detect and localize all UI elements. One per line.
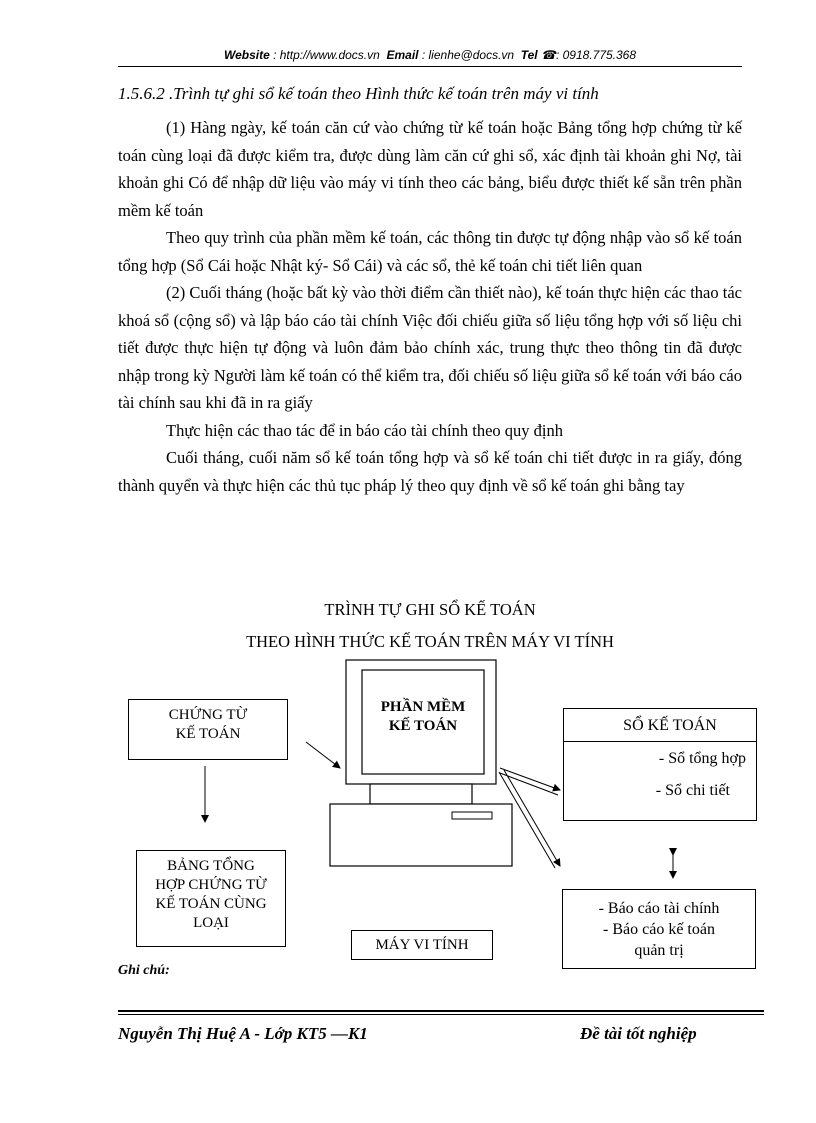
bao-cao-box (562, 889, 756, 969)
diagram-title-line2: THEO HÌNH THỨC KẾ TOÁN TRÊN MÁY VI TÍNH (246, 632, 614, 651)
paragraph: Thực hiện các thao tác để in báo cáo tài chính theo quy định (166, 420, 564, 440)
website-value: : http://www.docs.vn (273, 48, 380, 62)
phan-mem-label (362, 698, 484, 736)
bao-cao-line: - Báo cáo kế toán (603, 921, 715, 938)
so-ke-toan-title: SỔ KẾ TOÁN (564, 709, 756, 742)
paragraph: (1) Hàng ngày, kế toán căn cứ vào chứng từ kế toán hoặc Bảng tổng hợp chứng từ kế toán cùng loại đã được kiểm tra, được dùng làm căn cứ ghi sổ, xác định tài khoản ghi Nợ, tài khoản ghi Có để nhập dữ liệu vào máy vi tính theo các bảng, biểu được thiết kế sẵn trên phần mềm kế toán (118, 118, 742, 220)
footer-divider-thin (118, 1014, 764, 1015)
may-vi-tinh-box (351, 930, 493, 960)
diagram-title-line1: TRÌNH TỰ GHI SỔ KẾ TOÁN (324, 600, 536, 619)
so-ke-toan-box (563, 708, 757, 821)
bao-cao-line: quản trị (634, 942, 684, 959)
arrow-chungtu-to-pc (306, 742, 340, 768)
may-vi-tinh-label: MÁY VI TÍNH (375, 937, 469, 953)
phone-icon: ☎ (541, 48, 556, 62)
so-ke-toan-item: - Sổ chi tiết (655, 782, 730, 799)
section-title: 1.5.6.2 .Trình tự ghi sổ kế toán theo Hình thức kế toán trên máy vi tính (118, 84, 599, 103)
paragraph: (2) Cuối tháng (hoặc bất kỳ vào thời điểm cần thiết nào), kế toán thực hiện các thao tác khoá sổ (cộng sổ) và lập báo cáo tài chính Việc đối chiếu giữa số liệu tổng hợp với số liệu chi tiết được thực hiện tự động và luôn đảm bảo chính xác, trung thực theo thông tin đã được nhập trong kỳ Người làm kế toán có thể kiểm tra, đối chiếu số liệu giữa sổ kế toán với báo cáo tài chính sau khi đã in ra giấy (118, 283, 742, 412)
bao-cao-line: - Báo cáo tài chính (598, 900, 720, 917)
so-ke-toan-item: - Sổ tổng hợp (658, 750, 746, 767)
website-label: Website (223, 48, 270, 62)
email-value: : lienhe@docs.vn (421, 48, 515, 62)
bang-line: BẢNG TỔNG (167, 858, 255, 874)
email-label: Email (386, 48, 419, 62)
bang-line: KẾ TOÁN CÙNG (155, 896, 267, 912)
chung-tu-line1: CHỨNG TỪ (168, 707, 248, 723)
footer-author: Nguyễn Thị Huệ A - Lớp KT5 —K1 (118, 1024, 368, 1043)
chung-tu-line2: KẾ TOÁN (175, 726, 241, 742)
paragraph: Theo quy trình của phần mềm kế toán, các thông tin được tự động nhập vào sổ kế toán tổng hợp (Sổ Cái hoặc Nhật ký- Sổ Cái) và các sổ, thẻ kế toán chi tiết liên quan (118, 228, 742, 275)
bang-line: HỢP CHỨNG TỪ (155, 877, 267, 893)
chung-tu-box (128, 699, 288, 760)
phan-mem-line1: PHẦN MỀM (380, 699, 466, 715)
phan-mem-line2: KẾ TOÁN (388, 718, 458, 734)
tel-label: Tel (520, 48, 538, 62)
disk-slot (452, 812, 492, 819)
paragraph: Cuối tháng, cuối năm sổ kế toán tổng hợp và sổ kế toán chi tiết được in ra giấy, đóng thành quyển và thực hiện các thủ tục pháp lý theo quy định về sổ kế toán ghi bằng tay (118, 448, 742, 495)
note-label: Ghi chú: (118, 963, 170, 978)
footer-subject: Đề tài tốt nghiệp (580, 1024, 697, 1043)
arrow-pc-to-soketoan-2 (500, 773, 558, 795)
tel-value: : 0918.775.368 (555, 48, 637, 62)
bang-tong-hop-box (136, 850, 286, 947)
bang-line: LOẠI (193, 915, 229, 931)
footer-divider (118, 1010, 764, 1012)
monitor-neck (370, 784, 472, 804)
